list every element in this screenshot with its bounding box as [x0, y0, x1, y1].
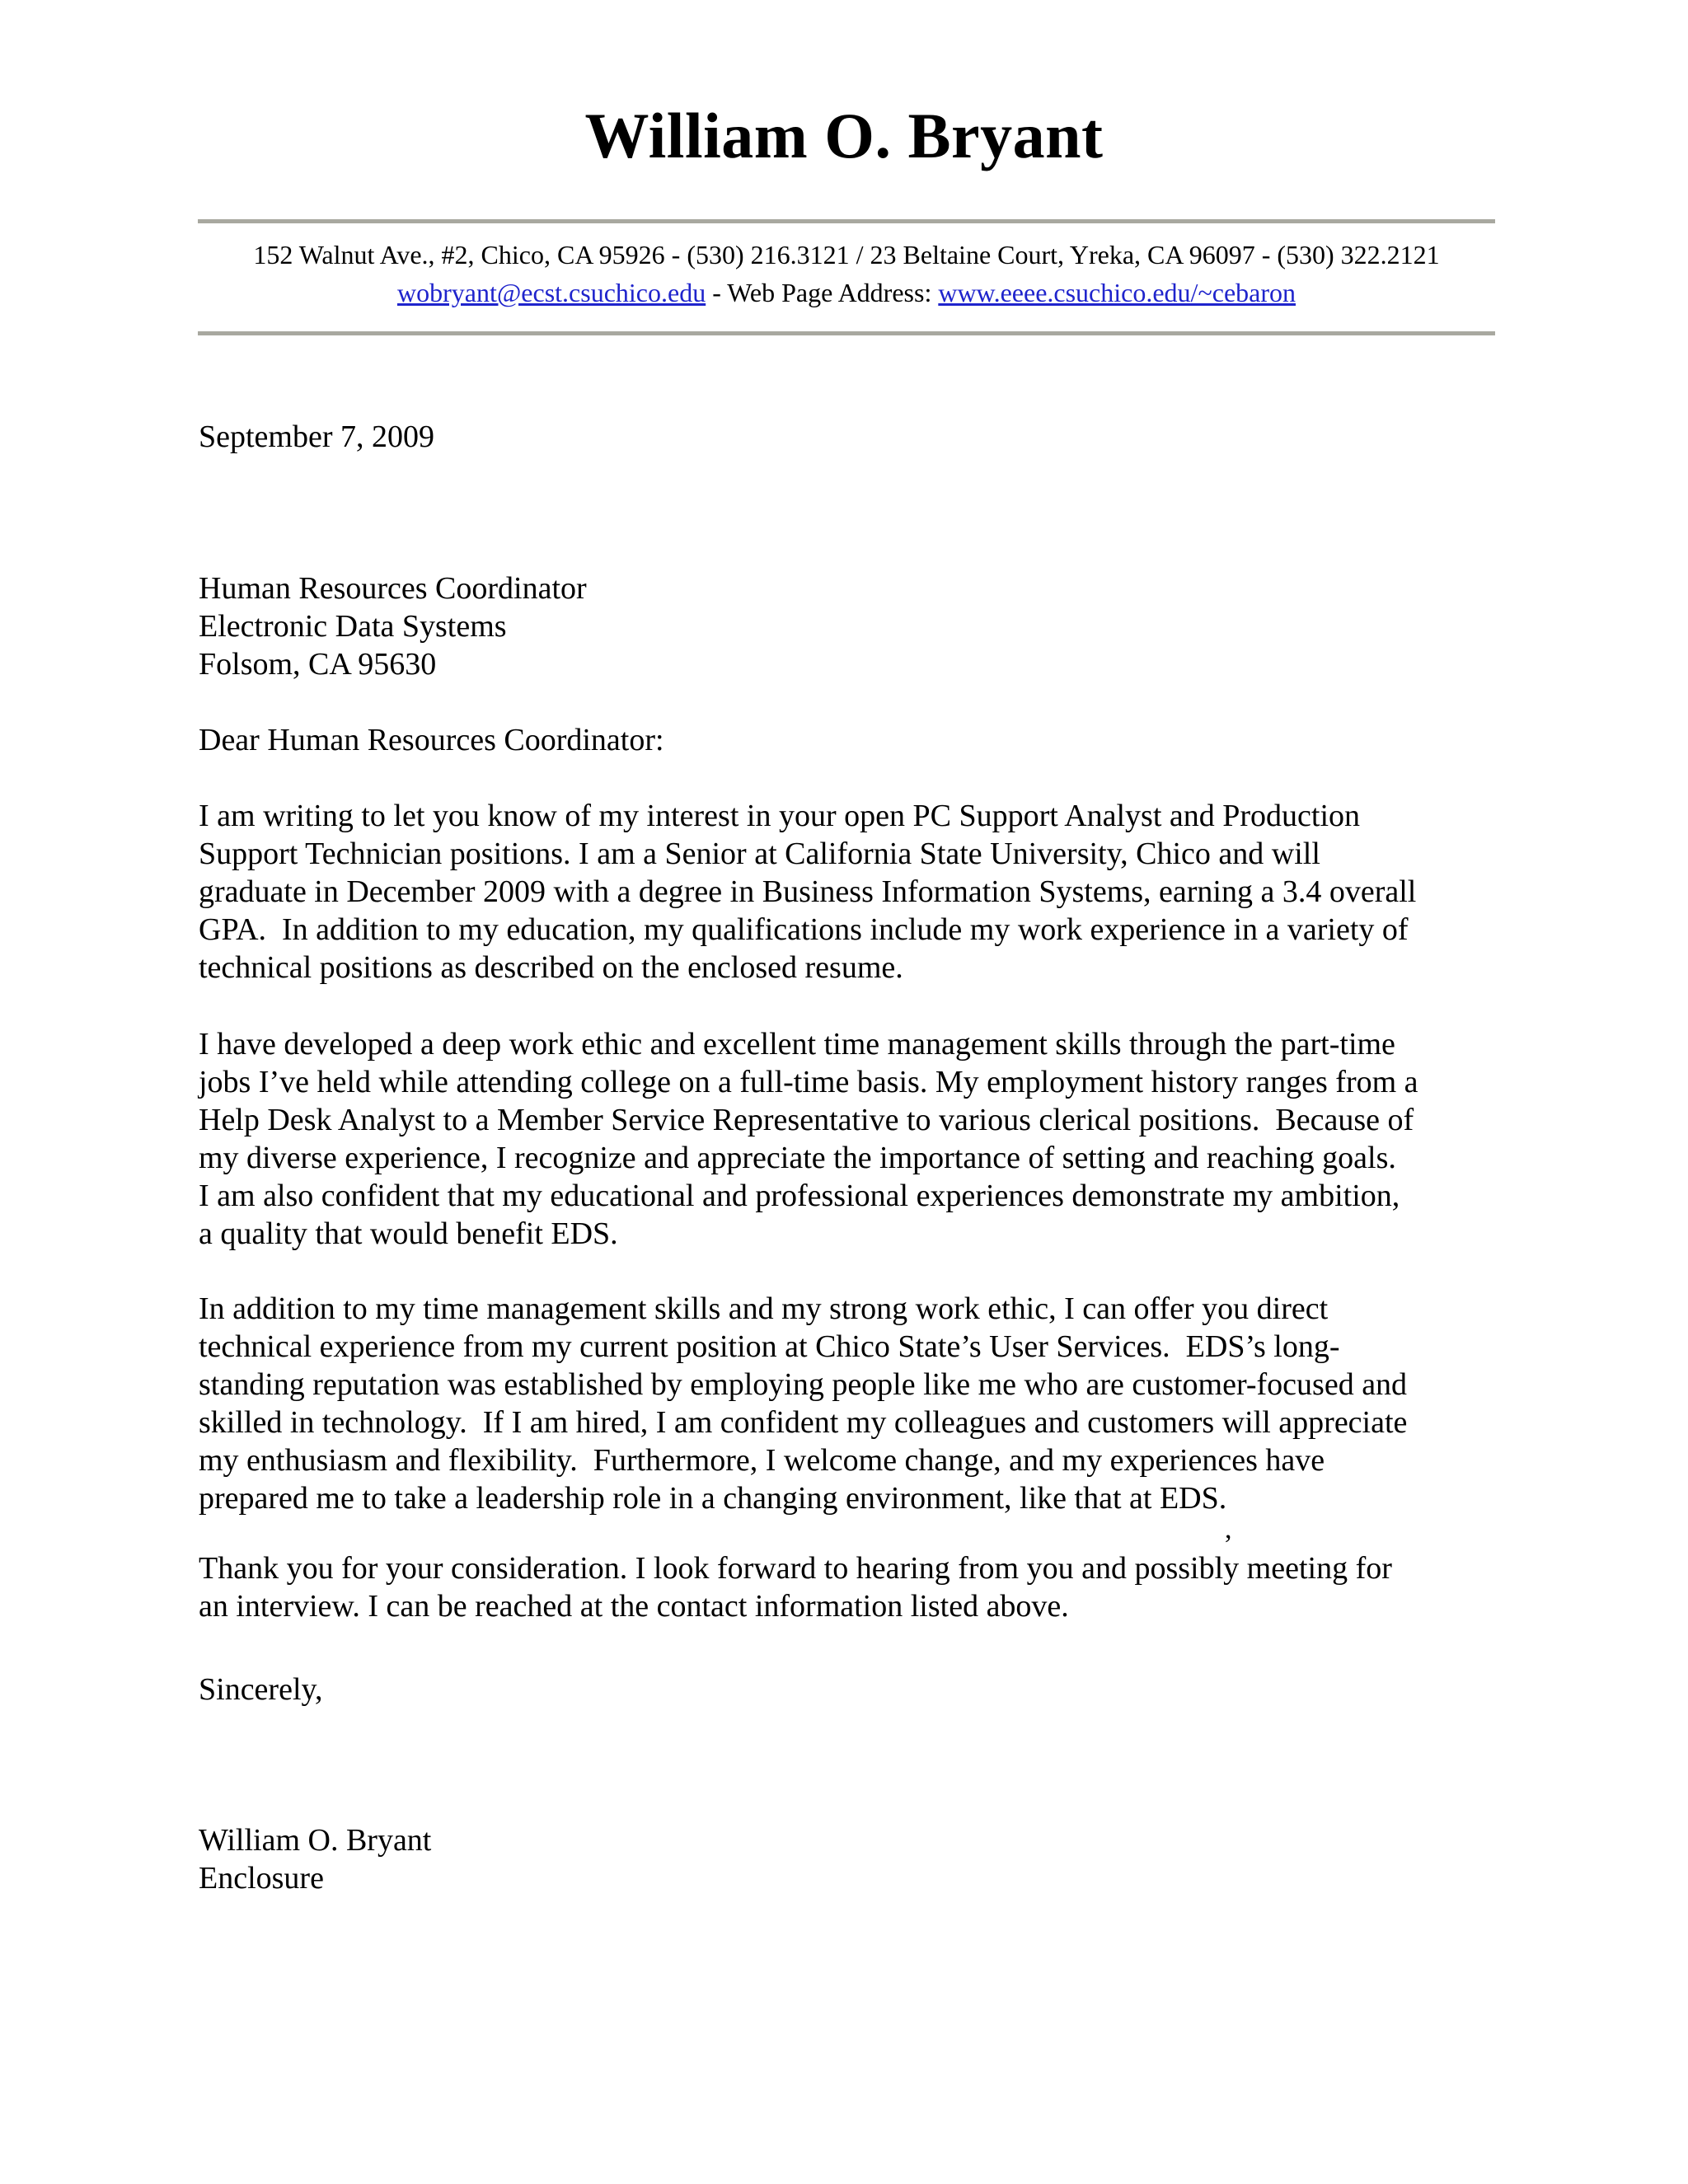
paragraph-line: skilled in technology. If I am hired, I am confident my colleagues and customers will appreciate — [199, 1405, 1408, 1440]
paragraph-line: prepared me to take a leadership role in a changing environment, like that at EDS. — [199, 1481, 1227, 1516]
enclosure-note: Enclosure — [199, 1861, 324, 1896]
body-paragraph-4 — [199, 1549, 1392, 1625]
paragraph-line: my enthusiasm and flexibility. Furthermore, I welcome change, and my experiences have — [199, 1443, 1325, 1478]
body-paragraph-1 — [199, 797, 1416, 987]
paragraph-line: an interview. I can be reached at the contact information listed above. — [199, 1589, 1069, 1624]
contact-addresses: 152 Walnut Ave., #2, Chico, CA 95926 - (530) 216.3121 / 23 Beltaine Court, Yreka, CA 96097 - (530) 322.2121 — [253, 240, 1440, 269]
salutation: Dear Human Resources Coordinator: — [199, 723, 664, 757]
recipient-address — [199, 569, 587, 683]
paragraph-line: In addition to my time management skills and my strong work ethic, I can offer you direct — [199, 1291, 1329, 1326]
paragraph-line: my diverse experience, I recognize and appreciate the importance of setting and reaching goals. — [199, 1141, 1396, 1175]
sender-name-heading: William O. Bryant — [584, 100, 1104, 171]
signature-name: William O. Bryant — [199, 1823, 432, 1858]
paragraph-line: GPA. In addition to my education, my qualifications include my work experience in a variety of — [199, 912, 1409, 947]
letter-date: September 7, 2009 — [199, 419, 435, 454]
paragraph-line: technical experience from my current position at Chico State’s User Services. EDS’s long- — [199, 1329, 1340, 1364]
web-page-link[interactable]: www.eeee.csuchico.edu/~cebaron — [938, 278, 1296, 307]
recipient-line: Folsom, CA 95630 — [199, 647, 437, 682]
paragraph-line: I am writing to let you know of my interest in your open PC Support Analyst and Production — [199, 799, 1361, 833]
recipient-line: Electronic Data Systems — [199, 609, 507, 644]
web-page-label: - Web Page Address: — [706, 278, 939, 307]
stray-comma-mark: , — [1225, 1514, 1232, 1544]
paragraph-line: graduate in December 2009 with a degree in Business Information Systems, earning a 3.4 overall — [199, 874, 1417, 909]
email-link[interactable]: wobryant@ecst.csuchico.edu — [396, 278, 706, 307]
body-paragraph-3 — [199, 1290, 1407, 1517]
paragraph-line: jobs I’ve held while attending college on a full-time basis. My employment history ranges from a — [199, 1065, 1418, 1099]
contact-online — [165, 274, 1528, 312]
header-top-divider — [198, 219, 1495, 223]
header-bottom-divider — [198, 331, 1495, 335]
closing: Sincerely, — [199, 1672, 323, 1707]
paragraph-line: technical positions as described on the enclosed resume. — [199, 950, 903, 985]
paragraph-line: a quality that would benefit EDS. — [199, 1216, 618, 1251]
paragraph-line: Support Technician positions. I am a Senior at California State University, Chico and will — [199, 837, 1320, 871]
signature-block — [199, 1821, 431, 1897]
paragraph-line: I have developed a deep work ethic and excellent time management skills through the part-time — [199, 1027, 1395, 1062]
body-paragraph-2 — [199, 1025, 1418, 1253]
paragraph-line: Thank you for your consideration. I look forward to hearing from you and possibly meeting for — [199, 1551, 1392, 1586]
recipient-line: Human Resources Coordinator — [199, 571, 587, 606]
paragraph-line: standing reputation was established by employing people like me who are customer-focused and — [199, 1367, 1408, 1402]
paragraph-line: I am also confident that my educational and professional experiences demonstrate my ambition, — [199, 1179, 1400, 1213]
paragraph-line: Help Desk Analyst to a Member Service Representative to various clerical positions. Because of — [199, 1103, 1414, 1137]
